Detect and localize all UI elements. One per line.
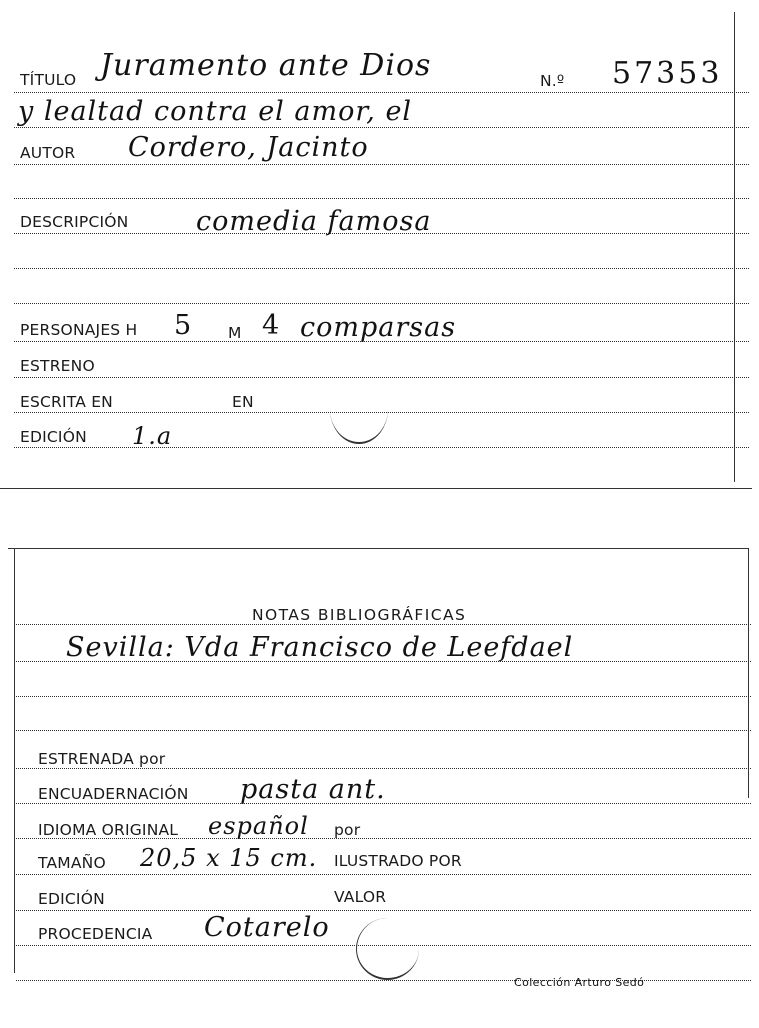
- card-border-top: [8, 548, 748, 549]
- notas-value: Sevilla: Vda Francisco de Leefdael: [66, 632, 574, 663]
- edicion-label: EDICIÓN: [38, 890, 105, 908]
- rule-line: [14, 268, 749, 269]
- encuadernacion-value: pasta ant.: [240, 774, 386, 805]
- rule-line: [14, 164, 749, 165]
- estreno-label: ESTRENO: [20, 357, 95, 375]
- card-border-bottom: [0, 488, 752, 489]
- estrenada-label: ESTRENADA por: [38, 750, 166, 768]
- rule-line: [14, 127, 749, 128]
- rule-line: [14, 198, 749, 199]
- autor-value: Cordero, Jacinto: [128, 132, 369, 163]
- personajes-h-value: 5: [174, 310, 193, 341]
- coleccion-stamp: Colección Arturo Sedó: [514, 976, 645, 989]
- titulo-continuation: y lealtad contra el amor, el: [18, 96, 413, 127]
- rule-line: [16, 874, 751, 875]
- titulo-label: TÍTULO: [20, 71, 77, 89]
- personajes-label: PERSONAJES H: [20, 321, 138, 339]
- personajes-m-label: M: [228, 324, 242, 342]
- descripcion-label: DESCRIPCIÓN: [20, 213, 129, 231]
- notas-label: NOTAS BIBLIOGRÁFICAS: [252, 606, 467, 624]
- procedencia-label: PROCEDENCIA: [38, 925, 153, 943]
- titulo-value: Juramento ante Dios: [100, 48, 432, 83]
- tamano-value: 20,5 x 15 cm.: [140, 844, 318, 872]
- edicion-value: 1.a: [132, 422, 173, 450]
- personajes-m-value: 4: [262, 310, 281, 341]
- por-label: por: [334, 821, 361, 839]
- tamano-label: TAMAÑO: [38, 854, 106, 872]
- card-border-left: [14, 548, 15, 973]
- idioma-label: IDIOMA ORIGINAL: [38, 821, 179, 839]
- rule-line: [14, 447, 749, 448]
- card-border-right: [748, 548, 749, 798]
- rule-line: [16, 910, 751, 911]
- procedencia-value: Cotarelo: [204, 912, 330, 943]
- personajes-extra: comparsas: [300, 312, 457, 343]
- descripcion-value: comedia famosa: [196, 206, 432, 237]
- encuadernacion-label: ENCUADERNACIÓN: [38, 785, 189, 803]
- numero-label: N.º: [540, 72, 565, 90]
- stamp-mark: [356, 918, 419, 980]
- autor-label: AUTOR: [20, 144, 76, 162]
- rule-line: [14, 303, 749, 304]
- en-label: EN: [232, 393, 254, 411]
- rule-line: [14, 92, 749, 93]
- ilustrado-label: ILUSTRADO POR: [334, 852, 462, 870]
- rule-line: [14, 377, 749, 378]
- valor-label: VALOR: [334, 888, 387, 906]
- escrita-en-label: ESCRITA EN: [20, 393, 113, 411]
- catalog-card-front: [0, 0, 759, 500]
- rule-line: [16, 624, 751, 625]
- stamp-mark: [330, 374, 388, 444]
- catalog-card-back: [0, 540, 759, 1028]
- idioma-value: español: [208, 812, 309, 840]
- edicion-label: EDICIÓN: [20, 428, 87, 446]
- rule-line: [16, 768, 751, 769]
- rule-line: [16, 696, 751, 697]
- rule-line: [16, 730, 751, 731]
- numero-value: 57353: [612, 56, 723, 91]
